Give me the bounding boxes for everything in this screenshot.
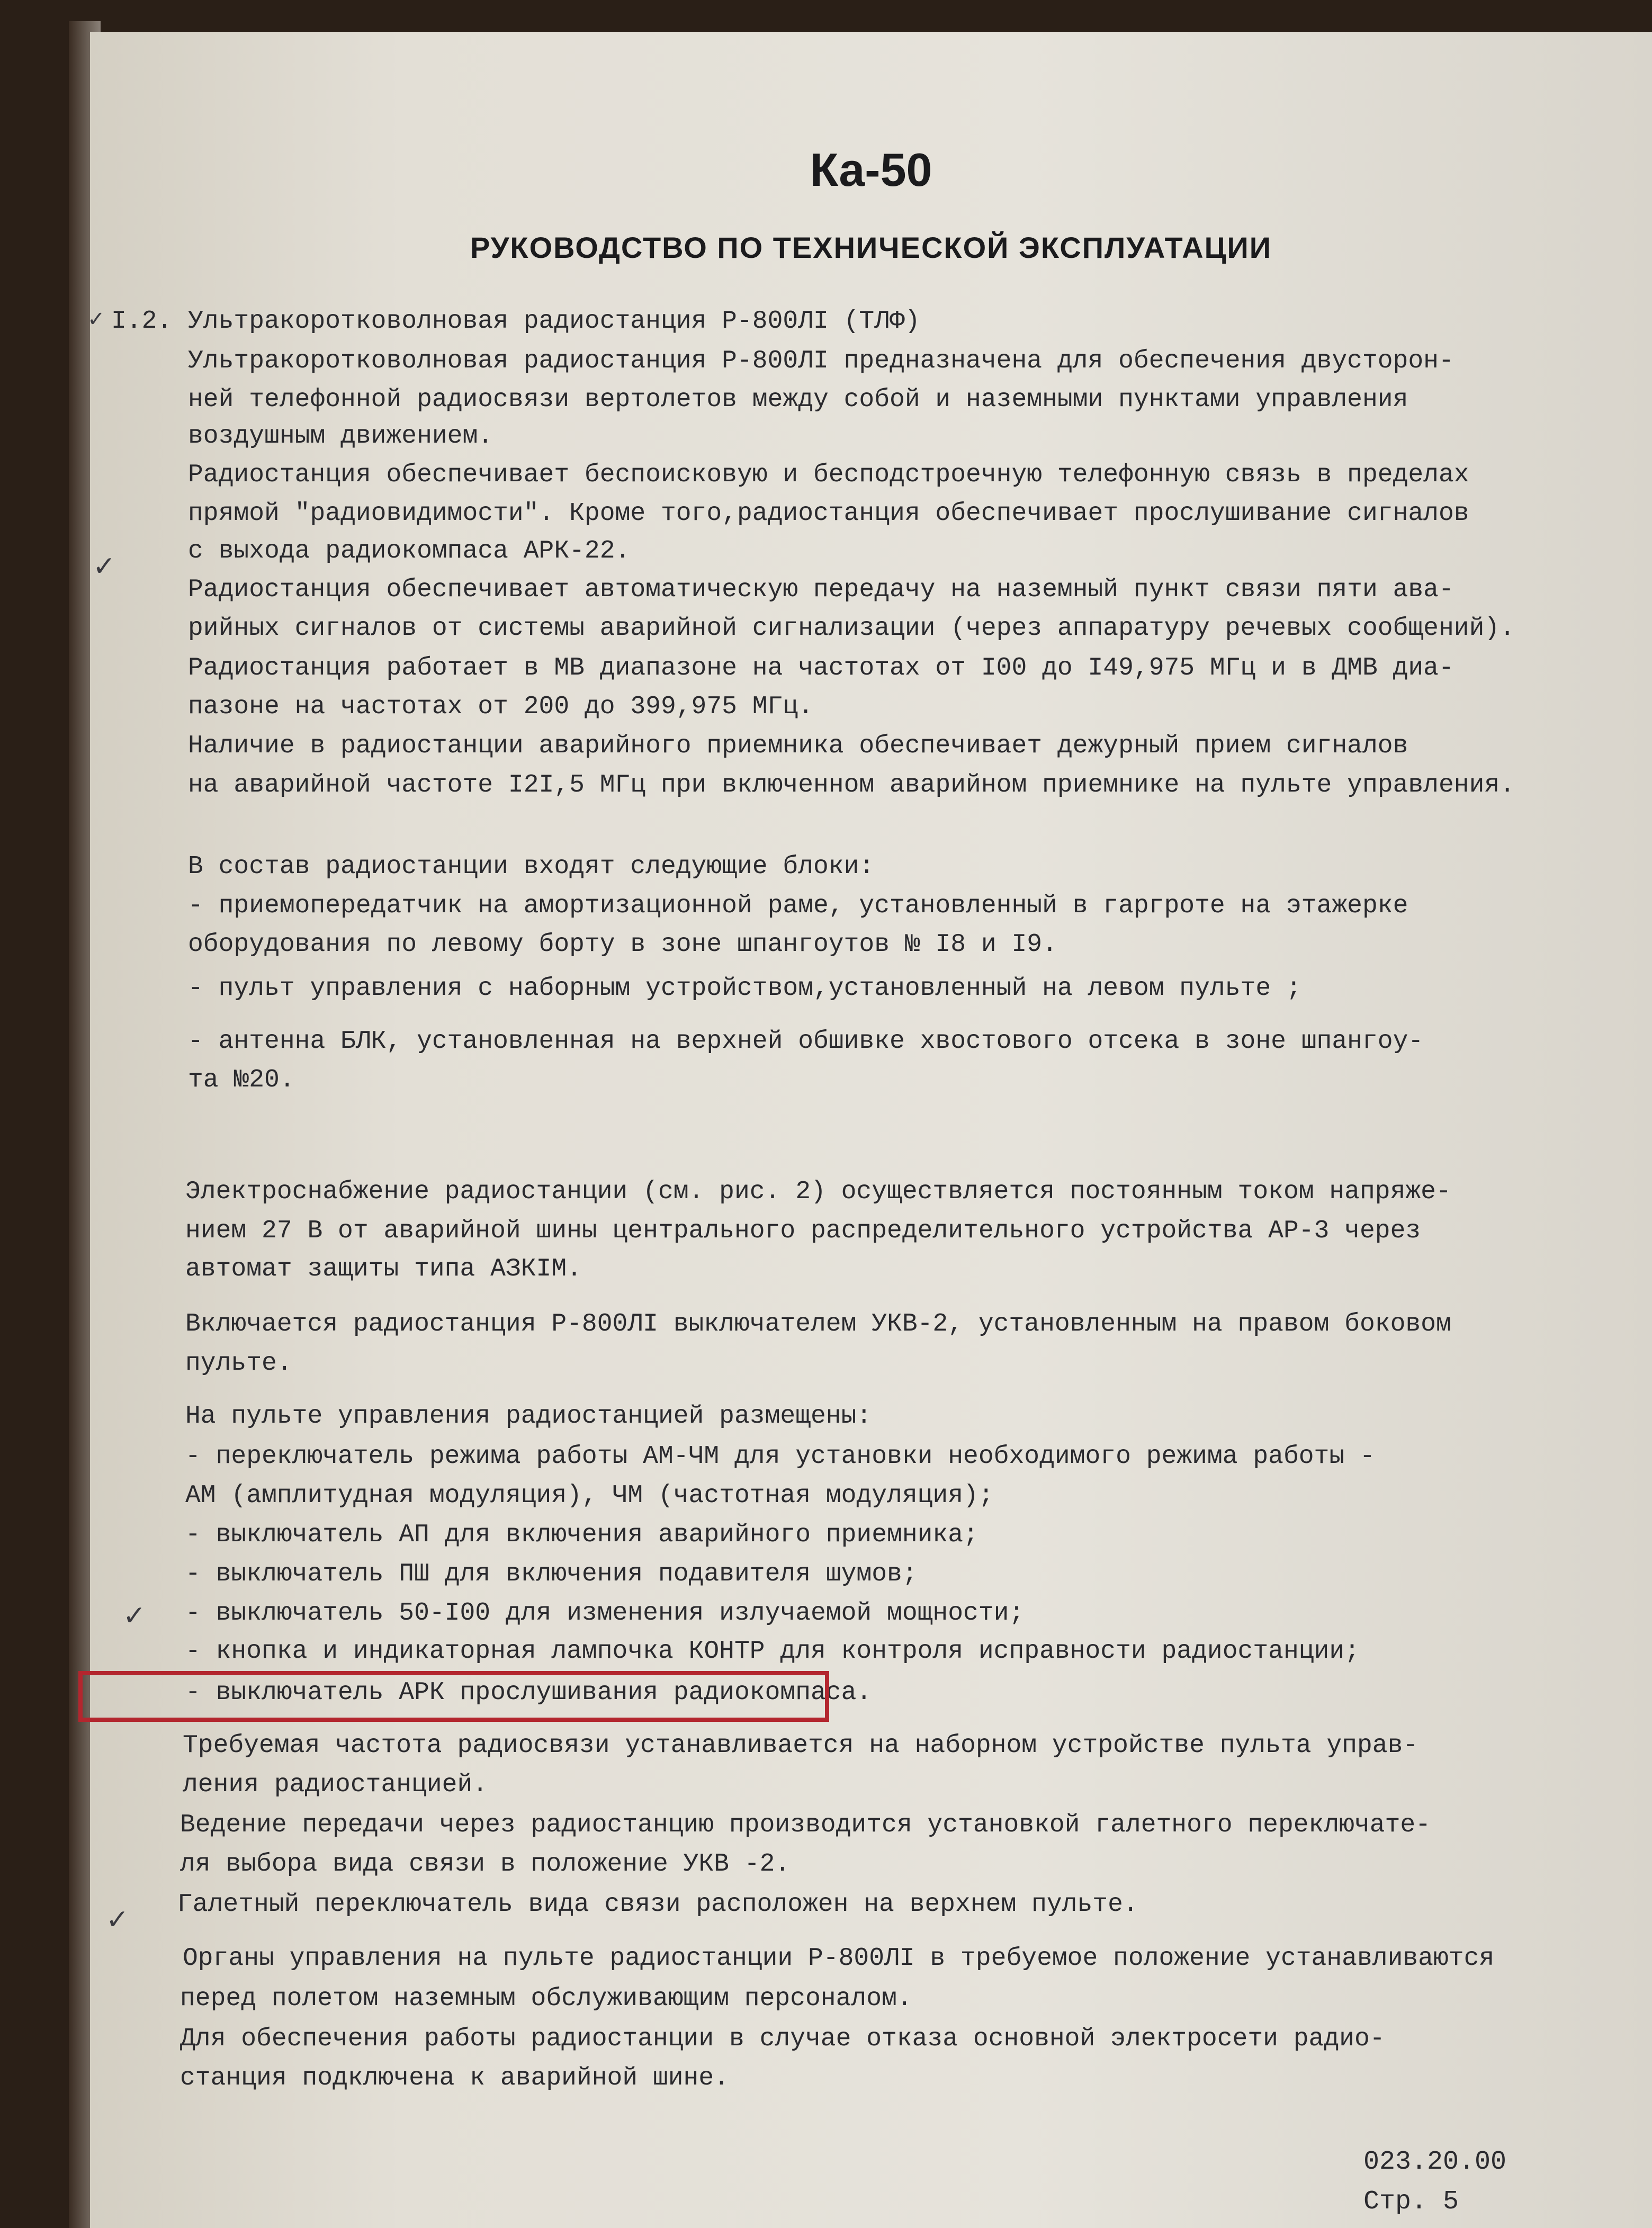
list-item: - пульт управления с наборным устройством,установленный на левом пульте ; xyxy=(188,974,1301,1003)
list-item: - приемопередатчик на амортизационной раме, установленный в гаргроте на этажерке xyxy=(188,892,1408,920)
text-line: На пульте управления радиостанцией размещены: xyxy=(185,1402,872,1431)
text-line: Включается радиостанция Р-800ЛI выключателем УКВ-2, установленным на правом боковом xyxy=(185,1310,1451,1338)
section-number: I.2. xyxy=(111,307,173,336)
text-line: Ведение передачи через радиостанцию производится установкой галетного переключате- xyxy=(180,1811,1431,1839)
text-line: прямой "радиовидимости". Кроме того,радиостанция обеспечивает прослушивание сигналов xyxy=(188,499,1469,528)
list-item: - переключатель режима работы АМ-ЧМ для установки необходимого режима работы - xyxy=(185,1442,1375,1471)
text-line: на аварийной частоте I2I,5 МГц при включенном аварийном приемнике на пульте управления. xyxy=(188,771,1515,799)
text-line: Требуемая частота радиосвязи устанавливается на наборном устройстве пульта управ- xyxy=(183,1731,1418,1760)
list-item: - выключатель 50-I00 для изменения излучаемой мощности; xyxy=(185,1599,1025,1628)
text-line: станция подключена к аварийной шине. xyxy=(180,2064,729,2092)
list-item: - выключатель АП для включения аварийного приемника; xyxy=(185,1521,978,1549)
text-line: Для обеспечения работы радиостанции в случае отказа основной электросети радио- xyxy=(180,2025,1385,2053)
list-item-continuation: оборудования по левому борту в зоне шпангоутов № I8 и I9. xyxy=(188,930,1057,959)
text-line: перед полетом наземным обслуживающим персоналом. xyxy=(180,1984,912,2013)
text-line: Наличие в радиостанции аварийного приемника обеспечивает дежурный прием сигналов xyxy=(188,732,1408,760)
list-item-highlighted: - выключатель АРК прослушивания радиокомпаса. xyxy=(185,1678,872,1707)
text-line: Радиостанция работает в МВ диапазоне на частотах от I00 до I49,975 МГц и в ДМВ диа- xyxy=(188,654,1454,682)
text-line: Галетный переключатель вида связи расположен на верхнем пульте. xyxy=(177,1890,1138,1919)
text-line: пазоне на частотах от 200 до 399,975 МГц. xyxy=(188,693,813,721)
text-line: Радиостанция обеспечивает автоматическую передачу на наземный пункт связи пяти ава- xyxy=(188,576,1454,604)
list-item-continuation: та №20. xyxy=(188,1066,295,1094)
margin-check-mark: ✓ xyxy=(87,307,105,331)
margin-check-mark: ✓ xyxy=(93,551,116,582)
text-line: ления радиостанцией. xyxy=(183,1771,488,1799)
text-line: Органы управления на пульте радиостанции Р-800ЛI в требуемое положение устанавливаются xyxy=(183,1944,1495,1973)
text-line: нием 27 В от аварийной шины центрального распределительного устройства АР-3 через xyxy=(185,1217,1421,1245)
page-number: Стр. 5 xyxy=(1363,2187,1459,2217)
text-line: Электроснабжение радиостанции (см. рис. 2) осуществляется постоянным током напряже- xyxy=(185,1178,1451,1206)
document-title: Ка-50 xyxy=(810,143,932,196)
text-line: автомат защиты типа АЗКIМ. xyxy=(185,1255,582,1283)
list-item: - выключатель ПШ для включения подавителя шумов; xyxy=(185,1560,918,1588)
list-item: - антенна БЛК, установленная на верхней обшивке хвостового отсека в зоне шпангоу- xyxy=(188,1027,1424,1056)
text-line: воздушным движением. xyxy=(188,422,493,451)
highlight-box xyxy=(78,1671,829,1722)
text-line: пульте. xyxy=(185,1349,292,1378)
document-code: 023.20.00 xyxy=(1363,2147,1507,2177)
text-line: Радиостанция обеспечивает беспоисковую и бесподстроечную телефонную связь в пределах xyxy=(188,461,1469,489)
text-line: В состав радиостанции входят следующие блоки: xyxy=(188,852,875,881)
text-line: Ультракоротковолновая радиостанция Р-800ЛI предназначена для обеспечения двусторон- xyxy=(188,347,1454,375)
list-item: - кнопка и индикаторная лампочка КОНТР для контроля исправности радиостанции; xyxy=(185,1637,1360,1666)
text-line: рийных сигналов от системы аварийной сигнализации (через аппаратуру речевых сообщений). xyxy=(188,614,1515,643)
margin-check-mark: ✓ xyxy=(106,1904,129,1936)
list-item-continuation: АМ (амплитудная модуляция), ЧМ (частотная модуляция); xyxy=(185,1481,994,1510)
document-subtitle: РУКОВОДСТВО ПО ТЕХНИЧЕСКОЙ ЭКСПЛУАТАЦИИ xyxy=(470,231,1272,264)
text-line: ля выбора вида связи в положение УКВ -2. xyxy=(180,1850,791,1879)
text-line: с выхода радиокомпаса АРК-22. xyxy=(188,537,631,565)
text-line: ней телефонной радиосвязи вертолетов между собой и наземными пунктами управления xyxy=(188,385,1408,414)
text-line: Ультракоротковолновая радиостанция Р-800ЛI (ТЛФ) xyxy=(188,307,920,336)
margin-check-mark: ✓ xyxy=(123,1600,146,1632)
